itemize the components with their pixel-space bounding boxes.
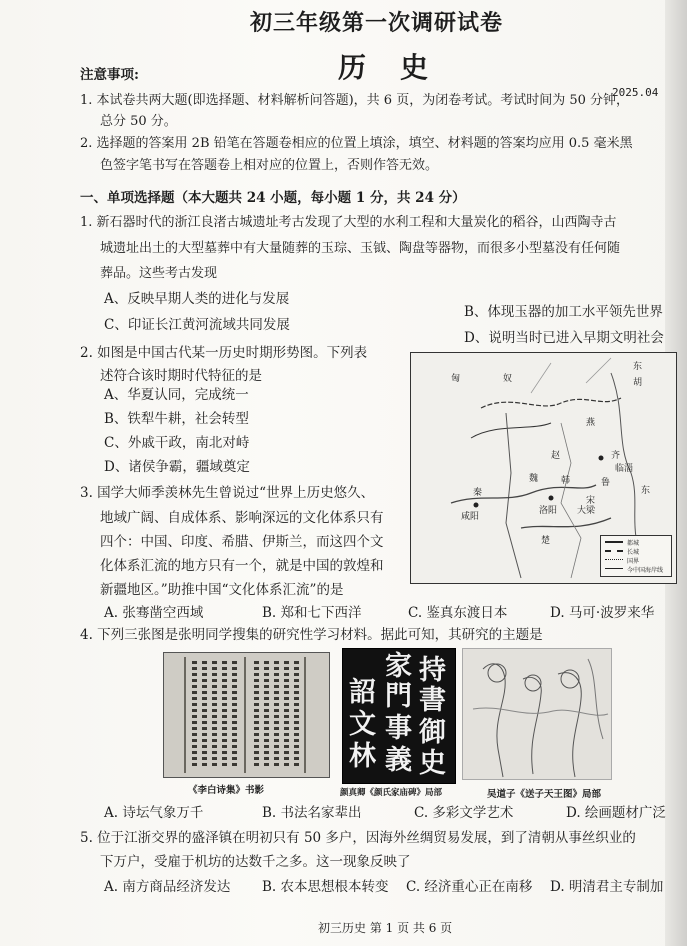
notice-line: 2. 选择题的答案用 2B 铅笔在答题卷相应的位置上填涂，填空、材料题的答案均应用 0.5 毫米黑 — [80, 136, 633, 151]
q1-option-a[interactable]: A、反映早期人类的进化与发展 — [104, 291, 290, 307]
map-label: 韩 — [561, 476, 571, 486]
calligraphy-char: 門 — [385, 681, 412, 712]
map-label: 大梁 — [577, 506, 596, 516]
map-label: 燕 — [586, 418, 596, 428]
legend-item: 今中国海岸线 — [627, 567, 664, 574]
q1-stem-line: 1. 新石器时代的浙江良渚古城遗址考古发现了大型的水利工程和大量炭化的稻谷，山西陶寺古 — [80, 215, 617, 230]
q5-option-d[interactable]: D. 明清君主专制加 — [550, 879, 664, 895]
calligraphy-char: 林 — [349, 741, 376, 772]
calligraphy-char: 御 — [419, 717, 446, 748]
q5-stem-line: 5. 位于江浙交界的盛泽镇在明初只有 50 多户，因海外丝绸贸易发展，到了清朝从事丝织业的 — [80, 830, 636, 846]
warring-states-map — [410, 352, 677, 584]
exam-title: 初三年级第一次调研试卷 — [250, 10, 504, 36]
q3-option-b[interactable]: B. 郑和七下西洋 — [262, 605, 362, 621]
q4-option-b[interactable]: B. 书法名家辈出 — [262, 805, 362, 821]
calligraphy-char: 書 — [419, 685, 446, 716]
image-caption: 颜真卿《颜氏家庙碑》局部 — [340, 788, 443, 798]
calligraphy-char: 詔 — [349, 677, 376, 708]
map-label: 鲁 — [601, 478, 611, 488]
exam-date: 2025.04 — [612, 86, 659, 99]
q3-stem-line: 新疆地区。”助推中国“文化体系汇流”的是 — [100, 582, 344, 598]
calligraphy-char: 事 — [385, 713, 412, 744]
map-legend — [600, 535, 672, 577]
calligraphy-rubbing-image — [342, 648, 456, 784]
q2-option-b[interactable]: B、铁犁牛耕，社会转型 — [104, 411, 249, 427]
notice-line: 色签字笔书写在答题卷上相对应的位置上，否则作答无效。 — [100, 158, 439, 173]
q1-stem-line: 城遗址出土的大型墓葬中有大量随葬的玉琮、玉钺、陶盘等器物，而很多小型墓没有任何随 — [100, 241, 621, 256]
painting-image — [462, 648, 612, 780]
q3-option-a[interactable]: A. 张骞凿空西域 — [104, 605, 204, 621]
map-label: 东 — [633, 362, 643, 372]
map-label: 魏 — [529, 474, 539, 484]
q1-stem-line: 葬品。这些考古发现 — [100, 266, 218, 281]
legend-item: 国界 — [627, 558, 640, 565]
q2-option-d[interactable]: D、诸侯争霸，疆域奠定 — [104, 459, 250, 475]
q2-option-c[interactable]: C、外戚干政，南北对峙 — [104, 435, 250, 451]
q4-option-c[interactable]: C. 多彩文学艺术 — [414, 805, 514, 821]
image-caption: 吴道子《送子天王图》局部 — [487, 789, 602, 800]
legend-key — [605, 568, 623, 569]
legend-key — [605, 559, 623, 560]
image-caption: 《李白诗集》书影 — [188, 785, 265, 796]
poetry-collection-image — [163, 652, 330, 778]
map-label: 楚 — [541, 536, 551, 546]
calligraphy-char: 史 — [419, 748, 446, 779]
map-label: 宋 — [586, 496, 596, 506]
map-label: 临淄 — [615, 464, 634, 474]
notice-line: 总分 50 分。 — [100, 114, 177, 129]
subject-title: 历史 — [338, 51, 463, 84]
q4-stem: 4. 下列三张图是张明同学搜集的研究性学习材料。据此可知，其研究的主题是 — [80, 627, 543, 643]
map-label: 胡 — [633, 378, 643, 388]
calligraphy-char: 家 — [385, 651, 412, 682]
legend-item: 都城 — [627, 540, 640, 547]
q3-option-d[interactable]: D. 马可·波罗来华 — [550, 605, 655, 621]
section-heading: 一、单项选择题（本大题共 24 小题，每小题 1 分，共 24 分） — [80, 190, 466, 206]
q1-option-b[interactable]: B、体现玉器的加工水平领先世界 — [464, 304, 663, 320]
q5-option-b[interactable]: B. 农本思想根本转变 — [262, 879, 389, 895]
q1-option-c[interactable]: C、印证长江黄河流域共同发展 — [104, 317, 290, 333]
map-label: 赵 — [551, 451, 561, 461]
page-footer: 初三历史 第 1 页 共 6 页 — [318, 921, 453, 935]
q5-stem-line: 下万户，受雇于机坊的达数千之多。这一现象反映了 — [100, 854, 411, 870]
map-label: 咸阳 — [461, 512, 480, 522]
q3-option-c[interactable]: C. 鉴真东渡日本 — [408, 605, 508, 621]
notice-heading: 注意事项: — [80, 67, 139, 83]
painting-sketch — [463, 649, 611, 779]
q3-stem-line: 化体系汇流的地方只有一个，就是中国的敦煌和 — [100, 558, 384, 574]
map-label: 秦 — [473, 488, 483, 498]
map-label: 洛阳 — [539, 506, 558, 516]
map-label: 匈 — [451, 374, 461, 384]
notice-line: 1. 本试卷共两大题(即选择题、材料解析问答题)，共 6 页，为闭卷考试。考试时间为 50 分钟， — [80, 93, 630, 108]
q2-stem-line: 2. 如图是中国古代某一历史时期形势图。下列表 — [80, 345, 368, 361]
legend-key — [605, 550, 623, 552]
q4-option-d[interactable]: D. 绘画题材广泛 — [566, 805, 666, 821]
calligraphy-char: 持 — [419, 655, 446, 686]
q5-option-c[interactable]: C. 经济重心正在南移 — [406, 879, 533, 895]
q2-stem-line: 述符合该时期时代特征的是 — [100, 368, 262, 384]
legend-item: 长城 — [627, 549, 640, 556]
q3-stem-line: 四个：中国、印度、希腊、伊斯兰，而这四个文 — [100, 534, 384, 550]
map-label: 齐 — [611, 451, 621, 461]
calligraphy-char: 義 — [385, 745, 412, 776]
q3-stem-line: 地域广阔、自成体系、影响深远的文化体系只有 — [100, 510, 384, 526]
map-label: 奴 — [503, 374, 513, 384]
q5-option-a[interactable]: A. 南方商品经济发达 — [104, 879, 231, 895]
q3-stem-line: 3. 国学大师季羡林先生曾说过“世界上历史悠久、 — [80, 485, 375, 501]
q4-option-a[interactable]: A. 诗坛气象万千 — [104, 805, 204, 821]
q1-option-d[interactable]: D、说明当时已进入早期文明社会 — [464, 330, 664, 346]
q2-option-a[interactable]: A、华夏认同，完成统一 — [104, 387, 249, 403]
legend-key — [605, 541, 623, 543]
calligraphy-char: 文 — [349, 709, 376, 740]
map-label: 东 — [641, 486, 651, 496]
